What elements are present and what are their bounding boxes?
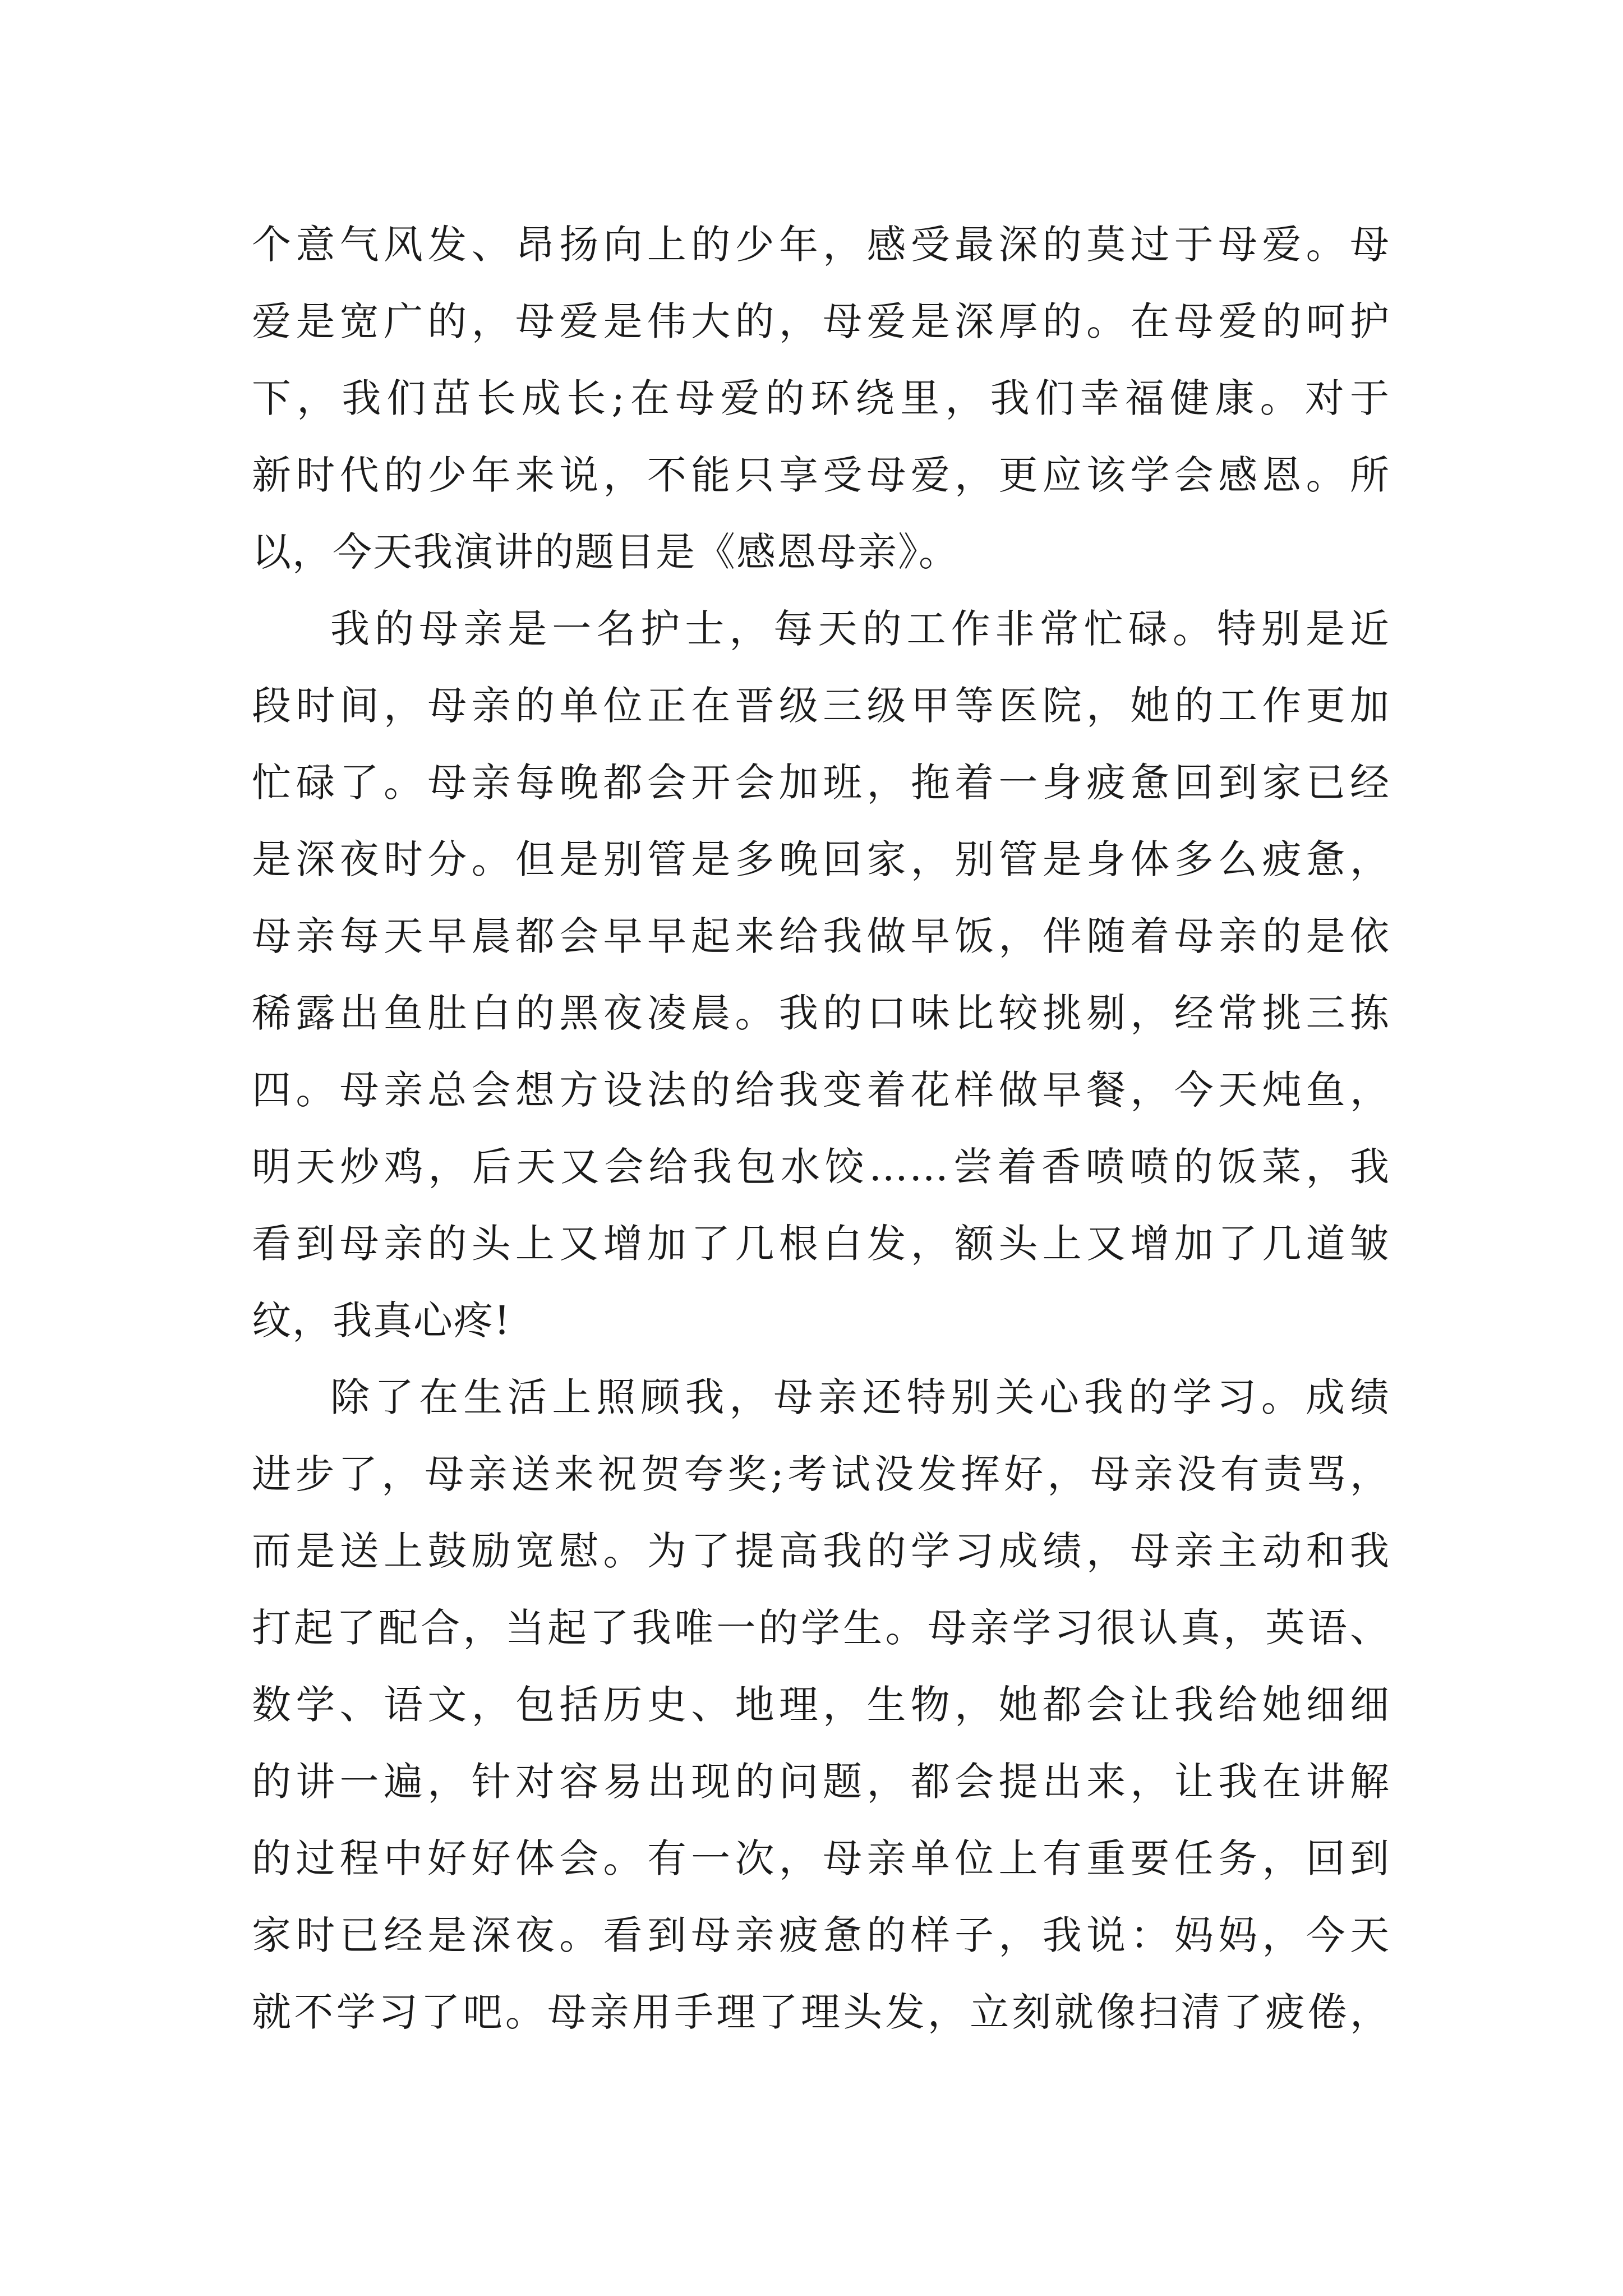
text-line: 忙碌了。母亲每晚都会开会加班，拖着一身疲惫回到家已经 bbox=[252, 760, 1390, 806]
text-line: 家时已经是深夜。看到母亲疲惫的样子，我说：妈妈，今天 bbox=[252, 1912, 1390, 1958]
text-line: 而是送上鼓励宽慰。为了提高我的学习成绩，母亲主动和我 bbox=[252, 1528, 1390, 1574]
text-line: 打起了配合，当起了我唯一的学生。母亲学习很认真，英语、 bbox=[252, 1605, 1390, 1651]
body-text bbox=[252, 206, 1390, 2051]
text-line: 稀露出鱼肚白的黑夜凌晨。我的口味比较挑剔，经常挑三拣 bbox=[252, 990, 1390, 1036]
text-line: 四。母亲总会想方设法的给我变着花样做早餐，今天炖鱼， bbox=[252, 1067, 1390, 1113]
text-line: 以，今天我演讲的题目是《感恩母亲》。 bbox=[252, 529, 959, 575]
text-line: 进步了，母亲送来祝贺夸奖;考试没发挥好，母亲没有责骂， bbox=[252, 1451, 1390, 1497]
text-line: 的讲一遍，针对容易出现的问题，都会提出来，让我在讲解 bbox=[252, 1759, 1390, 1805]
paragraph bbox=[252, 1359, 1390, 2051]
text-line: 纹，我真心疼! bbox=[252, 1297, 511, 1343]
text-line: 新时代的少年来说，不能只享受母爱，更应该学会感恩。所 bbox=[252, 452, 1390, 498]
text-line: 的过程中好好体会。有一次，母亲单位上有重要任务，回到 bbox=[252, 1835, 1390, 1881]
text-line: 除了在生活上照顾我，母亲还特别关心我的学习。成绩 bbox=[330, 1374, 1390, 1420]
text-line: 下，我们茁长成长;在母爱的环绕里，我们幸福健康。对于 bbox=[252, 375, 1390, 421]
text-line: 段时间，母亲的单位正在晋级三级甲等医院，她的工作更加 bbox=[252, 683, 1390, 729]
text-line: 爱是宽广的，母爱是伟大的，母爱是深厚的。在母爱的呵护 bbox=[252, 298, 1390, 344]
text-line: 数学、语文，包括历史、地理，生物，她都会让我给她细细 bbox=[252, 1682, 1390, 1728]
paragraph bbox=[252, 206, 1390, 591]
text-line: 明天炒鸡，后天又会给我包水饺……尝着香喷喷的饭菜，我 bbox=[252, 1144, 1390, 1190]
text-line: 母亲每天早晨都会早早起来给我做早饭，伴随着母亲的是依 bbox=[252, 913, 1390, 959]
text-line: 看到母亲的头上又增加了几根白发，额头上又增加了几道皱 bbox=[252, 1221, 1390, 1267]
paragraph bbox=[252, 591, 1390, 1359]
text-line: 我的母亲是一名护士，每天的工作非常忙碌。特别是近 bbox=[330, 606, 1390, 652]
text-line: 个意气风发、昂扬向上的少年，感受最深的莫过于母爱。母 bbox=[252, 222, 1390, 268]
text-line: 是深夜时分。但是别管是多晚回家，别管是身体多么疲惫， bbox=[252, 836, 1390, 882]
text-line: 就不学习了吧。母亲用手理了理头发，立刻就像扫清了疲倦， bbox=[252, 1989, 1390, 2035]
